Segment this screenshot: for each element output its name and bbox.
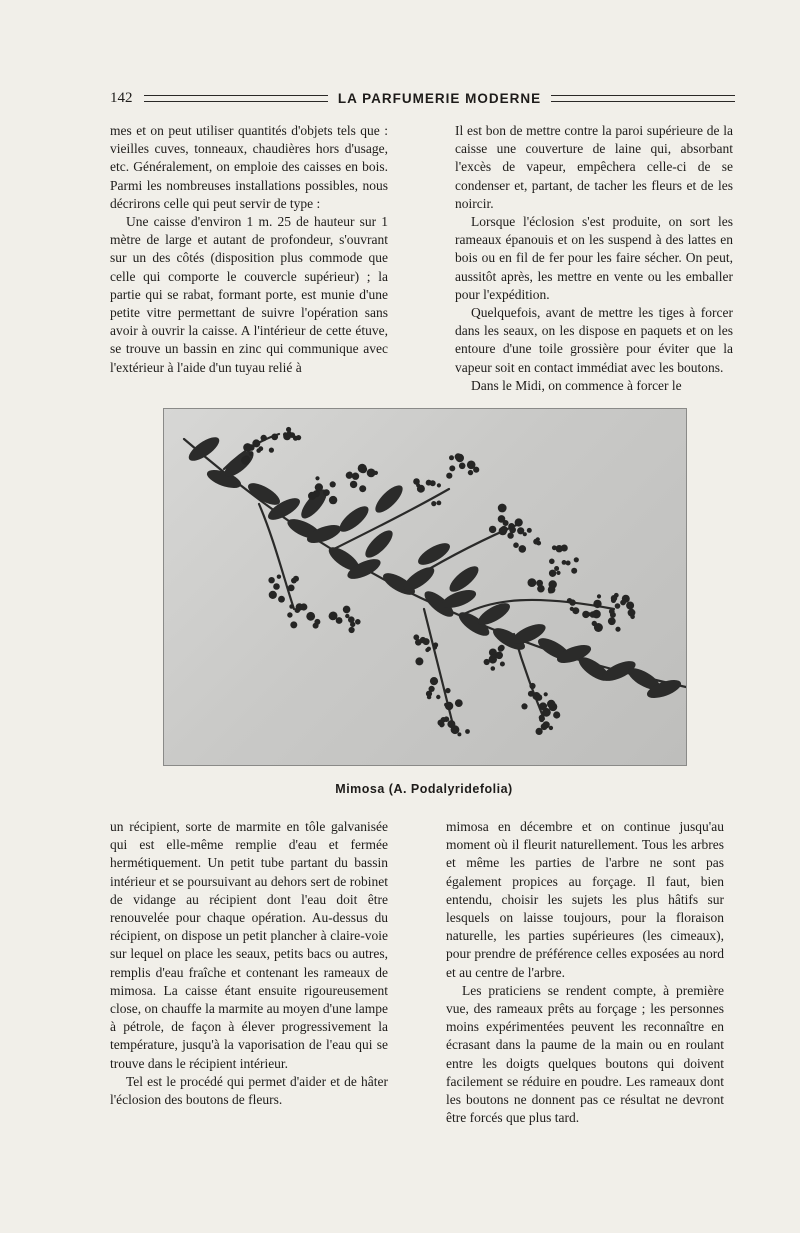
flower-bud	[295, 607, 301, 613]
leaf	[185, 433, 223, 465]
flower-bud	[274, 584, 278, 588]
flower-bud	[415, 657, 423, 665]
flower-bud	[329, 612, 338, 621]
flower-bud	[571, 568, 577, 574]
flower-bud	[536, 728, 543, 735]
flower-bud	[258, 446, 263, 451]
flower-bud	[449, 455, 454, 460]
flower-bud	[437, 501, 442, 506]
flower-bud	[549, 559, 555, 565]
flower-bud	[283, 433, 291, 441]
flower-bud	[315, 485, 320, 490]
paragraph: Quelquefois, avant de mettre les tiges à forcer dans les seaux, on les dispose en paquets et on les entoure d'une toile grossière pour éviter que la vapeur soit en contact immédiat avec les boutons.	[455, 305, 733, 375]
flower-bud	[615, 603, 621, 609]
flower-bud	[569, 599, 575, 605]
flower-bud	[570, 607, 574, 611]
flower-bud	[345, 614, 349, 618]
flower-bud	[529, 683, 535, 689]
flower-bud	[491, 666, 496, 671]
flower-bud	[528, 578, 537, 587]
flower-bud	[269, 591, 277, 599]
flower-bud	[537, 585, 545, 593]
flower-bud	[539, 717, 544, 722]
flower-bud	[468, 470, 473, 475]
leaf	[371, 481, 406, 516]
flower-bud	[427, 647, 431, 651]
flower-bud	[352, 473, 359, 480]
flower-bud	[547, 700, 555, 708]
flower-bud	[533, 539, 539, 545]
flower-bud	[630, 615, 635, 620]
flower-bud	[314, 619, 320, 625]
mimosa-photo	[163, 408, 687, 766]
flower-bud	[359, 465, 367, 473]
flower-bud	[517, 527, 524, 534]
flower-bud	[552, 545, 557, 550]
flower-bud	[427, 695, 431, 699]
flower-bud	[499, 645, 505, 651]
flower-bud	[329, 496, 337, 504]
leaf	[415, 539, 453, 569]
paragraph: Les praticiens se rendent compte, à première vue, des rameaux prêts au forçage ; les personnes moins expérimentées peuvent les reconnaître en écrasant dans la paume de la main ou en roulant entre les doigts quelques boutons qui doivent facilement se réduire en poudre. Les rameaux dont les boutons ne donnent pas ce résultat ne devront être forcés que plus tard.	[446, 982, 724, 1126]
flower-bud	[423, 638, 430, 645]
flower-bud	[261, 435, 267, 441]
flower-bud	[553, 711, 560, 718]
leaf	[400, 563, 438, 595]
flower-bud	[561, 545, 566, 550]
flower-bud	[508, 523, 515, 530]
flower-bud	[556, 571, 560, 575]
flower-bud	[290, 621, 297, 628]
leaf	[336, 502, 373, 536]
mimosa-branch-icon	[164, 409, 686, 765]
paragraph: Une caisse d'environ 1 m. 25 de hauteur sur 1 mètre de large et autant de profondeur, s'ouvrant sur un des côtés (disposition plus commode que celle qui comporte le couvercle supérieur) ; la partie qui se rabat, formant porte, est munie d'une petite vitre permettant de suivre l'opération sans avoir à ouvrir la caisse. A l'intérieur de cette étuve, se trouve un bassin en zinc qui communique avec l'extérieur à l'aide d'un tuyau relié à	[110, 214, 388, 375]
flower-bud	[252, 439, 260, 447]
paragraph: mes et on peut utiliser quantités d'objets tels que : vieilles cuves, tonneaux, chaudières hors d'usage, etc. Généralement, on emploie des caisses en bois. Parmi les nombreuses installations possibles, nous décrirons celle qui peut servir de type :	[110, 123, 388, 211]
journal-title: LA PARFUMERIE MODERNE	[337, 90, 542, 106]
flower-bud	[433, 642, 438, 647]
flower-bud	[554, 566, 559, 571]
flower-bud	[315, 476, 319, 480]
flower-bud	[445, 688, 450, 693]
column-bottom-right	[446, 818, 724, 1127]
flower-bud	[515, 518, 523, 526]
flower-bud	[293, 576, 299, 582]
flower-bud	[609, 609, 615, 615]
flower-bud	[359, 485, 366, 492]
flower-bud	[455, 699, 463, 707]
flower-bud	[429, 686, 435, 692]
flower-bud	[499, 527, 507, 535]
flower-bud	[498, 504, 507, 513]
flower-bud	[532, 692, 540, 700]
flower-bud	[593, 600, 601, 608]
flower-bud	[243, 443, 252, 452]
flower-bud	[287, 612, 292, 617]
flower-bud	[430, 677, 438, 685]
page-number: 142	[110, 89, 133, 106]
flower-bud	[513, 542, 519, 548]
header-rule-right	[551, 95, 735, 102]
paragraph: Dans le Midi, on commence à forcer le	[471, 377, 682, 393]
column-top-right	[455, 122, 733, 395]
flower-bud	[503, 520, 509, 526]
flower-bud	[441, 717, 447, 723]
flower-bud	[574, 557, 579, 562]
flower-bud	[293, 436, 298, 441]
flower-bud	[288, 585, 295, 592]
flower-bud	[549, 726, 553, 730]
flower-bud	[489, 526, 496, 533]
flower-bud	[346, 472, 353, 479]
flower-bud	[544, 692, 548, 696]
flower-bud	[455, 453, 462, 460]
flower-bud	[277, 575, 281, 579]
flower-bud	[436, 695, 440, 699]
flower-bud	[444, 703, 448, 707]
paragraph: Il est bon de mettre contre la paroi supérieure de la caisse une couverture de laine qui, absorbant l'excès de vapeur, empêchera celle-ci de se condenser et, partant, de tacher les fleurs et de les noircir.	[455, 123, 733, 211]
flower-bud	[416, 483, 420, 487]
flower-bud	[543, 721, 550, 728]
flower-bud	[548, 590, 552, 594]
flower-bud	[241, 456, 250, 465]
flower-bud	[269, 448, 274, 453]
running-header	[110, 88, 735, 108]
flower-bud	[500, 662, 505, 667]
flower-bud	[459, 463, 466, 470]
paragraph: Tel est le procédé qui permet d'aider et de hâter l'éclosion des boutons de fleurs.	[110, 1073, 388, 1108]
flower-bud	[473, 467, 479, 473]
figure-caption: Mimosa (A. Podalyridefolia)	[335, 782, 513, 796]
flower-bud	[349, 627, 355, 633]
flower-bud	[519, 545, 527, 553]
flower-bud	[415, 639, 422, 646]
flower-bud	[620, 600, 626, 606]
flower-bud	[271, 434, 278, 441]
flower-bud	[594, 623, 603, 632]
flower-bud	[437, 483, 441, 487]
column-bottom-left	[110, 818, 388, 1109]
flower-bud	[539, 702, 547, 710]
flower-bud	[330, 481, 336, 487]
flower-bud	[507, 532, 513, 538]
flower-bud	[566, 561, 571, 566]
flower-bud	[350, 481, 357, 488]
flower-bud	[628, 604, 632, 608]
paragraph: Lorsque l'éclosion s'est produite, on sort les rameaux épanouis et on les suspend à des lattes en bois ou en fil de fer pour les faire sécher. On peut, aussitôt après, les mettre en vente ou les emballer pour l'expédition.	[455, 214, 733, 302]
flower-bud	[440, 722, 445, 727]
flower-bud	[447, 720, 455, 728]
flower-bud	[449, 465, 455, 471]
flower-bud	[289, 604, 294, 609]
flower-bud	[300, 603, 307, 610]
paragraph: mimosa en décembre et on continue jusqu'au moment où il fleurit naturellement. Tous les arbres et même les parties de l'arbre ne sont pas également propices au forçage. Il faut, bien entendu, choisir les sujets les plus hâtifs sur lesquels on laisse toujours, pour la floraison naturelle, les parties supérieures (les cimeaux), pour prendre de préférence celles exposées au nord et au centre de l'arbre.	[446, 819, 724, 980]
flower-bud	[431, 501, 436, 506]
flower-bud	[611, 595, 617, 601]
flower-bud	[343, 606, 351, 614]
header-rule-left	[144, 95, 328, 102]
flower-bud	[608, 617, 616, 625]
flower-bud	[306, 612, 315, 621]
flower-bud	[491, 654, 496, 659]
flower-bud	[484, 659, 490, 665]
flower-bud	[278, 596, 285, 603]
flower-bud	[446, 473, 452, 479]
flower-bud	[465, 729, 470, 734]
paragraph: un récipient, sorte de marmite en tôle galvanisée qui est elle-même remplie d'eau et fermée hermétiquement. Un petit tube partant du bassin intérieur et se poursuivant au dehors sert de robinet de vidange au récipient dont l'eau doit être renouvelée pour chaque opération. Au-dessus du récipient, on dispose un petit plancher à claire-voie sur lequel on place les seaux, petits bacs ou autres, remplis d'eau fraîche et contenant les rameaux de mimosa. La caisse étant ensuite rigoureusement close, on chauffe la marmite au moyen d'une lampe à pétrole, de façon à élever progressivement la température, jusqu'à la vaporisation de l'eau qui se trouve dans le récipient intérieur.	[110, 819, 388, 1071]
flower-bud	[430, 480, 436, 486]
flower-bud	[323, 489, 330, 496]
flower-bud	[286, 427, 291, 432]
flower-bud	[597, 594, 601, 598]
column-top-left	[110, 122, 388, 377]
flower-bud	[615, 627, 620, 632]
flower-bud	[249, 451, 254, 456]
flower-bud	[268, 577, 274, 583]
flower-bud	[457, 732, 461, 736]
flower-bud	[592, 610, 601, 619]
flower-bud	[308, 492, 316, 500]
flower-bud	[527, 528, 532, 533]
flower-bud	[549, 570, 556, 577]
flower-bud	[521, 703, 527, 709]
flower-bud	[374, 471, 378, 475]
flower-bud	[355, 619, 361, 625]
